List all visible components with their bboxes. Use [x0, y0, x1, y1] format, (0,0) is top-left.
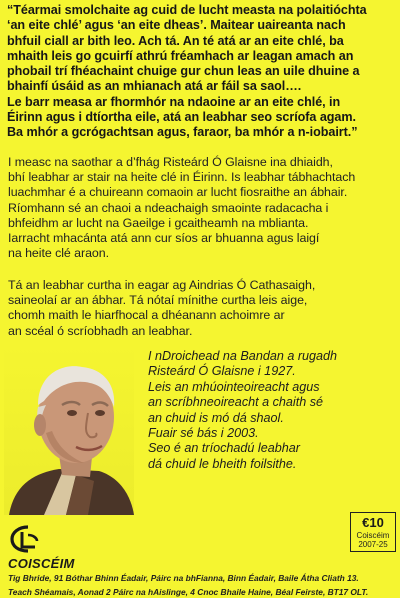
- quote-line: ‘an eite chlé’ agus ‘an eite dheas’. Maitear uaireanta nach: [7, 18, 346, 33]
- quote-line: Ba mhór a gcrógachtsan agus, faraor, ba mhór a n-iobairt.”: [7, 125, 358, 140]
- body-line: Iarracht mhacánta atá ann cur síos ar bhuanna agus laigí: [8, 231, 320, 246]
- price-box: [350, 512, 396, 552]
- caption-line: Risteárd Ó Glaisne i 1927.: [148, 364, 296, 379]
- publisher-address-dublin: Tig Bhride, 91 Bóthar Bhinn Éadair, Páirc na bhFianna, Binn Éadair, Baile Átha Cliath 13.: [8, 573, 359, 583]
- body-line: Ríomhann sé an chaoi a ndeachaigh smaointe radacacha i: [8, 200, 329, 215]
- price-code-publisher: Coiscéim: [356, 531, 390, 540]
- caption-line: Seo é an tríochadú leabhar: [148, 441, 300, 456]
- body-line: saineolaí ar an ábhar. Tá nótaí mínithe curtha leis aige,: [8, 293, 308, 308]
- caption-line: dá chuid le bheith foilsithe.: [148, 456, 297, 471]
- caption-line: I nDroichead na Bandan a rugadh: [148, 349, 338, 363]
- quote-line: Éirinn agus i dtíortha eile, atá an leabhar seo scríofa agam.: [7, 110, 356, 125]
- body-line: an scéal ó scríobhadh an leabhar.: [8, 323, 193, 338]
- author-portrait: [4, 345, 134, 515]
- publisher-address-belfast: Teach Shéamais, Aonad 2 Páirc na hAislinge, 4 Cnoc Bhaile Haine, Béal Feirste, BT17 OLT.: [8, 587, 369, 597]
- caption-line: Fuair sé bás i 2003.: [148, 426, 259, 441]
- quote-line: bhfuil ciall ar bith leo. Ach tá. An té atá ar an eite chlé, ba: [7, 33, 344, 48]
- body-line: bhfeidhm ar lucht na Gaeilge i gcaitheamh na mblianta.: [8, 215, 309, 230]
- body-line: I measc na saothar a d’fhág Risteárd Ó Glaisne ina dhiaidh,: [8, 155, 333, 169]
- quote-line: mhaith leis go gcuirfí athrú fréamhach ar leagan amach an: [7, 48, 354, 63]
- quote-line: bhainfí úsáid as an mhianach atá ar fáil sa saol….: [7, 79, 302, 94]
- body-line: bhí leabhar ar stair na heite clé in Éirinn. Is leabhar tábhachtach: [8, 170, 356, 185]
- body-line: luachmhar é a chuireann comaoin ar lucht fiosraithe an ábhair.: [8, 185, 348, 200]
- caption-line: an chuid is mó dá shaol.: [148, 410, 284, 425]
- quote-block: [7, 3, 395, 141]
- quote-line: phobail trí fhéachaint chuige gur chun leas an uile dhuine a: [7, 64, 360, 79]
- caption-line: Leis an mhúointeoireacht agus: [148, 379, 320, 394]
- publisher-name: COISCÉIM: [8, 556, 75, 571]
- body-line: Tá an leabhar curtha in eagar ag Aindrias Ó Cathasaigh,: [8, 278, 316, 292]
- description-paragraph-1: [8, 155, 393, 261]
- author-portrait-image: [4, 345, 134, 515]
- description-paragraph-2: [8, 278, 393, 339]
- logo-mark: [8, 523, 42, 555]
- price-amount: €10: [362, 515, 384, 530]
- body-line: chomh maith le hiarfhocal a dhéanann achoimre ar: [8, 308, 285, 323]
- caption-line: an scríbhneoireacht a chaith sé: [148, 395, 324, 410]
- body-line: na heite clé araon.: [8, 246, 110, 261]
- quote-line: Le barr measa ar fhormhór na ndaoine ar an eite chlé, in: [7, 94, 341, 109]
- price-code-number: 2007-25: [358, 540, 388, 549]
- quote-line: “Téarmai smolchaite ag cuid de lucht measta na polaitióchta: [7, 3, 367, 17]
- author-caption: [148, 349, 398, 472]
- coisceim-logo-icon: [8, 523, 42, 555]
